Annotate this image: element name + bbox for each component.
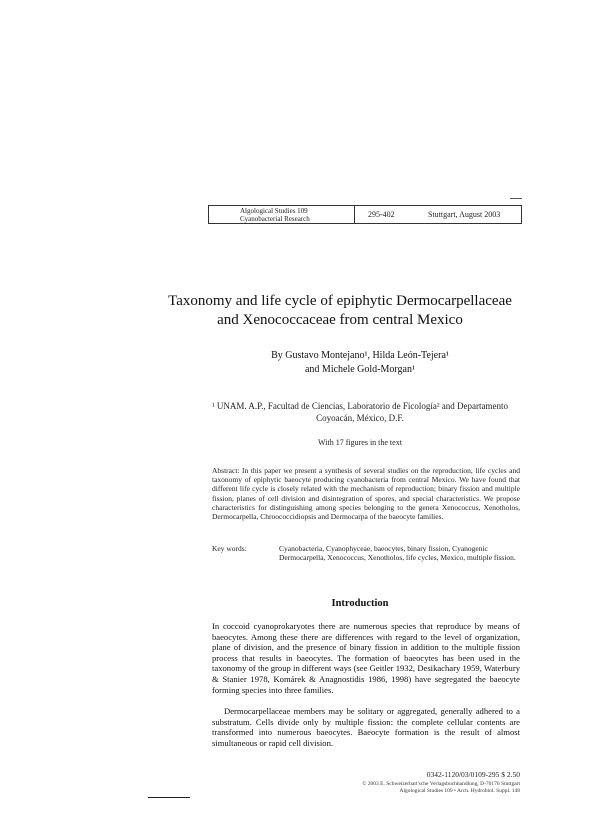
footer-series: Algological Studies 109 • Arch. Hydrobiol. Suppl. 148 [399, 788, 520, 794]
authors-line-1: By Gustavo Montejano¹, Hilda León-Tejera¹ [271, 350, 449, 361]
affiliation-line-1: ¹ UNAM. A.P., Facultad de Ciencias, Laboratorio de Ficología² and Departamento [211, 401, 509, 411]
section-heading-introduction: Introduction [331, 598, 389, 609]
header-tick-mark [510, 198, 522, 199]
abstract: Abstract: In this paper we present a synthesis of several studies on the reproduction, life cycles and taxonomy of epiphytic baeocyte producing cyanobacteria from central Mexico. We have found that different life cycle is closely related with the mechanism of reproduction; binary fission and multiple fission, planes of cell division and disintegration of spores, and special characteristics. We propose characteristics for distinguishing among species belonging to the genera Xenococcus, Xenotholos, Dermocarpella, Chroococcidiopsis and Dermocarpa of the baeocyte families. [212, 466, 520, 522]
intro-paragraph-2: Dermocarpellaceae members may be solitary or aggregated, generally adhered to a substratum. Cells divide only by multiple fission: the complete cellular contents are transformed into numerous baeocytes. Baeocyte formation is the result of almost simultaneous or rapid cell division. [212, 706, 520, 748]
keywords-text: Cyanobacteria, Cyanophyceae, baeocytes, binary fission, Cyanogenic Dermocarpella, Xenococcus, Xenotholos, life cycles, Mexico, multiple fission. [279, 544, 516, 563]
keywords-label: Key words: [212, 544, 247, 553]
footnote-rule [148, 797, 190, 798]
journal-name: Algological Studies 109 [240, 207, 308, 215]
intro-paragraph-1: In coccoid cyanoprokaryotes there are numerous species that reproduce by means of baeocytes. Among these there are differences with regard to the level of organization, plane of division, and the presence of binary fission in addition to the multiple fission process that results in baeocytes. The formation of baeocytes has been used in the taxonomy of the group in different ways (see Geitler 1932, Desikachary 1959, Waterbury & Stanier 1978, Komárek & Anagnostidis 1986, 1998) have segregated the baeocyte forming species into three families. [212, 621, 520, 695]
page-range: 295-402 [368, 210, 395, 219]
affiliation [200, 400, 520, 424]
header-divider [354, 205, 355, 224]
footer-copyright: © 2003 E. Schweizerbart'sche Verlagsbuchhandlung, D-70176 Stuttgart [362, 781, 520, 787]
authors-line-2: and Michele Gold-Morgan¹ [304, 364, 415, 375]
authors [200, 349, 520, 377]
affiliation-line-2: Coyoacán, México, D.F. [316, 413, 404, 423]
footer-code: 0342-1120/03/0109-295 $ 2.50 [426, 770, 520, 779]
figures-note: With 17 figures in the text [318, 438, 402, 447]
journal-subtitle: Cyanobacterial Research [240, 215, 310, 223]
paper-title: Taxonomy and life cycle of epiphytic Dermocarpellaceae and Xenococcaceae from central Mexico [168, 293, 512, 328]
place-date: Stuttgart, August 2003 [428, 210, 501, 219]
